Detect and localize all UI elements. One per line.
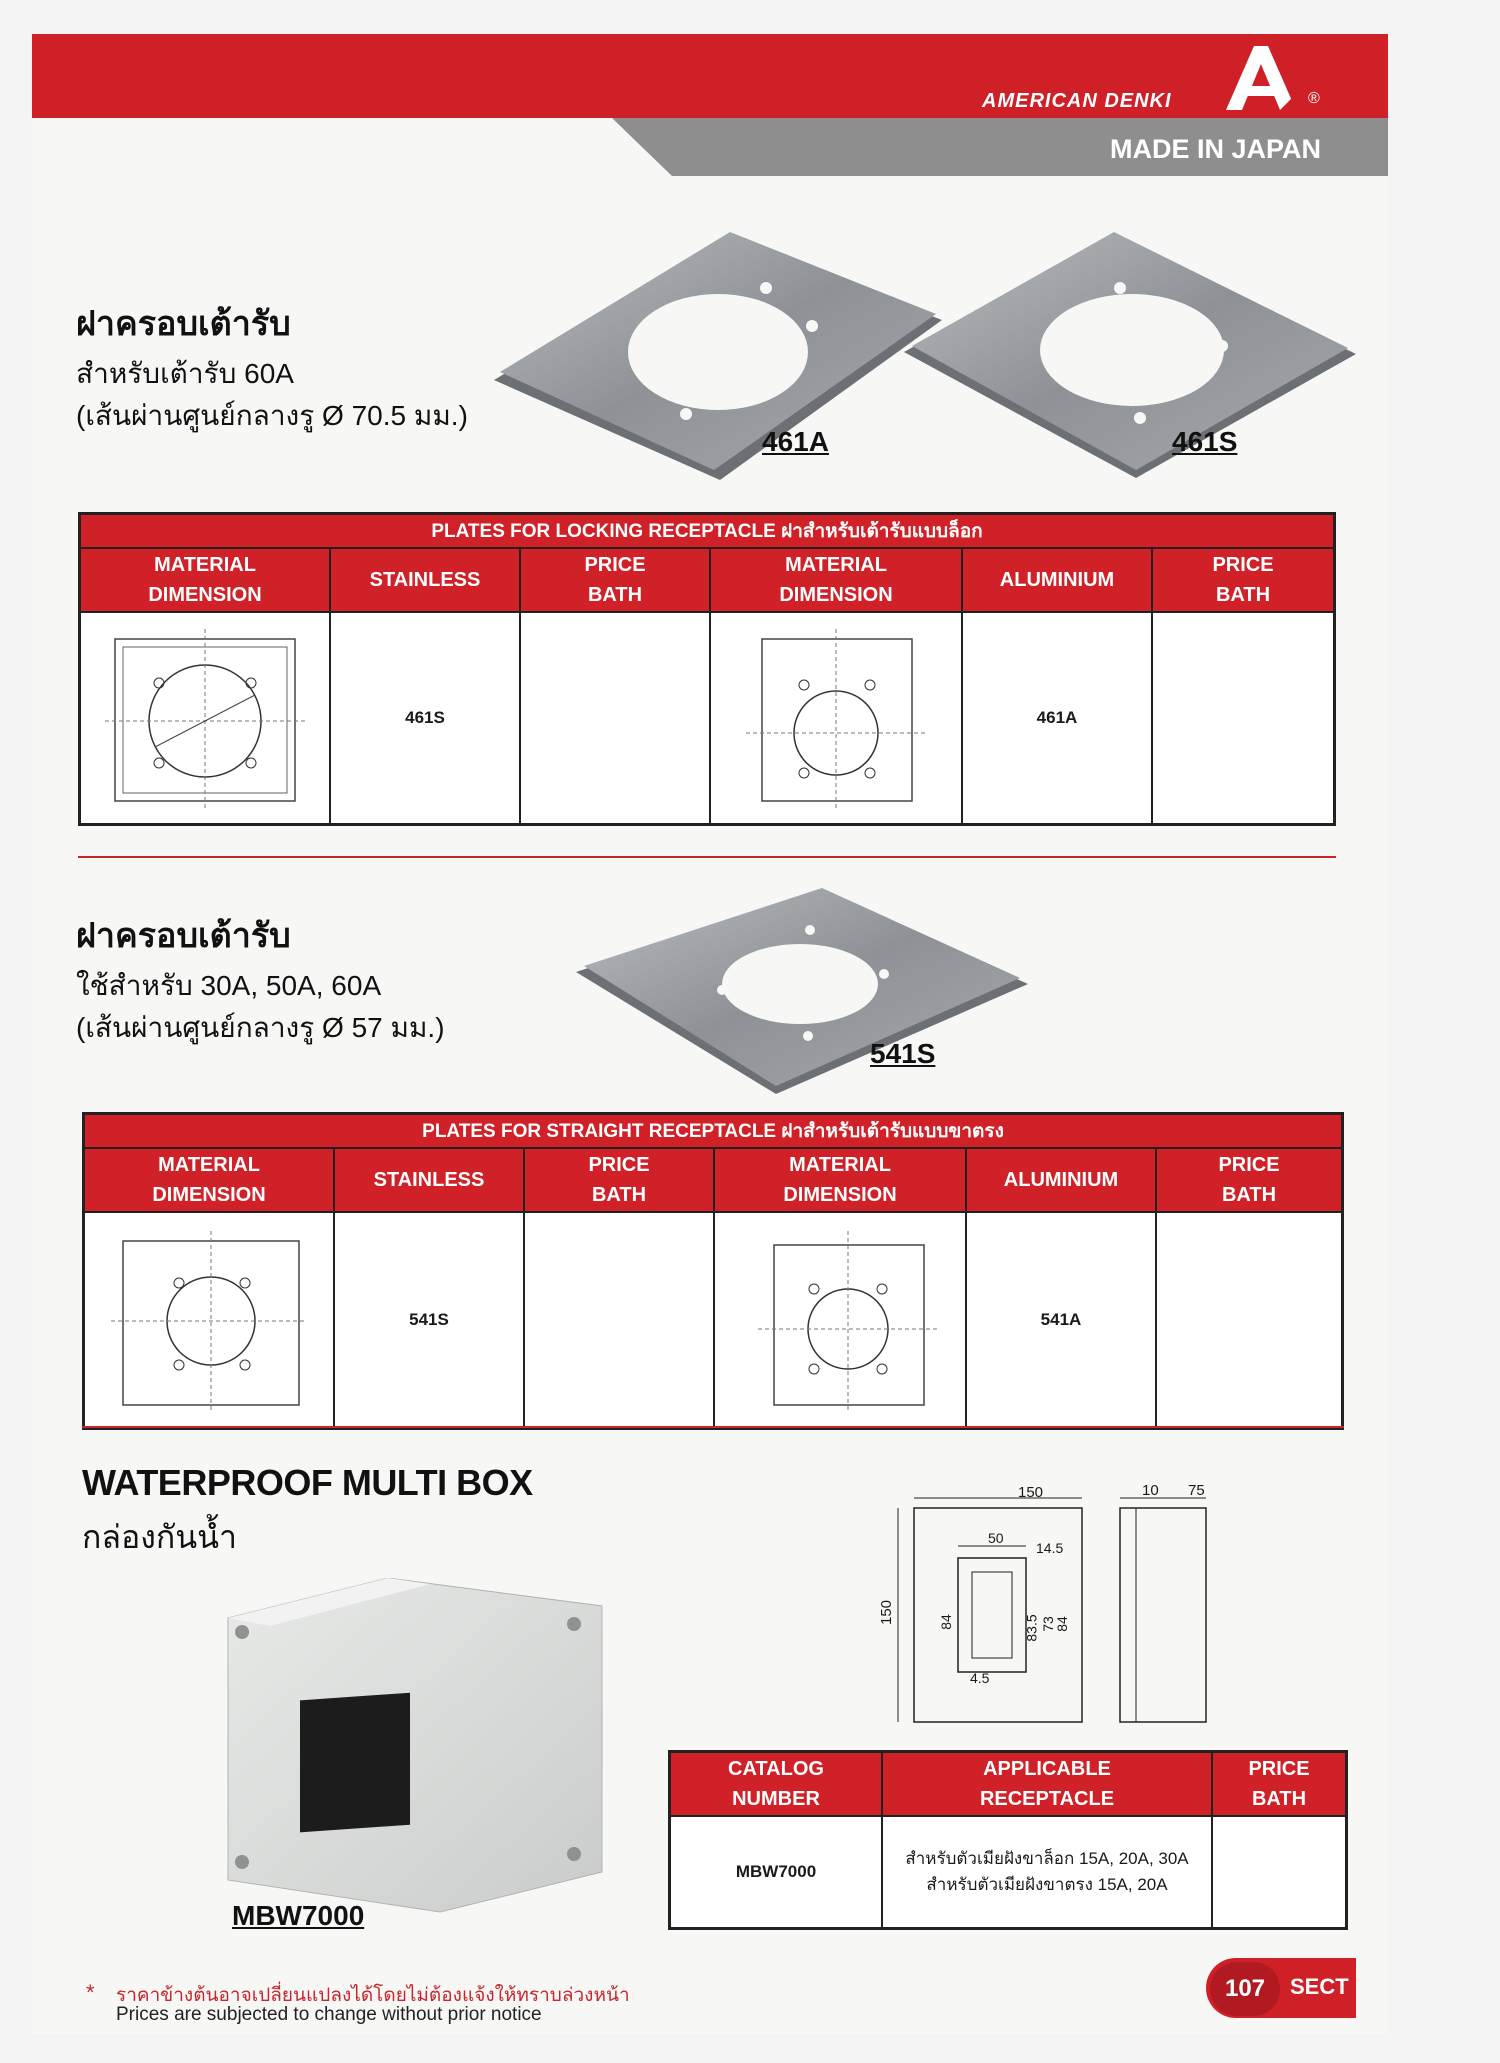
table1-header-price: PRICE BATH [521,549,711,613]
section3-subtitle: กล่องกันน้ำ [82,1519,237,1555]
dim-corner: 14.5 [1036,1540,1064,1556]
dim-inner-height-4: 84 [1053,1616,1070,1632]
table1-header-stainless: STAINLESS [331,549,521,613]
table1-stainless-code: 461S [331,613,521,823]
table2-stainless-code: 541S [335,1213,525,1427]
locking-plates-table [78,512,1336,826]
dim-height: 150 [878,1599,896,1626]
table1-header-aluminium: ALUMINIUM [963,549,1153,613]
table1-header-material: MATERIAL DIMENSION [81,549,331,613]
table2-header-price: PRICE BATH [525,1149,715,1213]
dimension-drawing-icon [730,1225,950,1415]
receptacle-line-2: สำหรับตัวเมียฝังขาตรง 15A, 20A [926,1875,1168,1894]
table2-aluminium-code: 541A [967,1213,1157,1427]
table2-price-cell-2 [1157,1213,1341,1427]
dim-depth: 75 [1188,1482,1205,1499]
table2-drawing-aluminium [715,1213,967,1427]
table3-header-price: PRICE BATH [1213,1753,1345,1817]
dimension-drawing-icon [726,623,946,813]
divider-1 [78,856,1336,858]
mbw7000-dimension-drawing [864,1480,1288,1742]
table3-receptacle-cell [883,1817,1213,1927]
section2-title: ฝาครอบเต้ารับ [76,917,291,955]
section2-line1: ใช้สำหรับ 30A, 50A, 60A [76,970,382,1001]
table2-drawing-stainless [85,1213,335,1427]
dimension-drawing-icon [99,1225,319,1415]
plate-461a-label: 461A [762,426,829,457]
table2-header-stainless: STAINLESS [335,1149,525,1213]
table1-drawing-aluminium [711,613,963,823]
mbw7000-label: MBW7000 [232,1900,365,1931]
dim-inner-width: 50 [988,1530,1004,1546]
dim-inner-height-3: 73 [1039,1616,1056,1632]
plate-461s-label: 461S [1172,426,1238,457]
catalog-page [32,34,1388,2034]
table2-header-price-2: PRICE BATH [1157,1149,1341,1213]
brand-name: AMERICAN DENKI [982,90,1172,112]
registered-mark: ® [1308,90,1320,107]
section2-line2: (เส้นผ่านศูนย์กลางรู Ø 57 มม.) [76,1012,445,1043]
plate-541s-image [572,888,1032,1098]
table2-price-cell [525,1213,715,1427]
receptacle-line-1: สำหรับตัวเมียฝังขาล็อก 15A, 20A, 30A [905,1849,1189,1868]
table3-header-receptacle: APPLICABLE RECEPTACLE [883,1753,1213,1817]
dimension-drawing-icon [95,623,315,813]
american-denki-logo-icon [1220,42,1302,114]
divider-2 [82,1426,1344,1428]
table1-aluminium-code: 461A [963,613,1153,823]
table2-header-material: MATERIAL DIMENSION [85,1149,335,1213]
header-bar [32,34,1388,118]
section-tab-label: SECT [1290,1974,1349,1999]
dim-corner-2: 4.5 [970,1670,990,1686]
table1-drawing-stainless [81,613,331,823]
plate-461a-image [490,230,950,492]
table2-header-material-2: MATERIAL DIMENSION [715,1149,967,1213]
dim-inner-height: 84 [937,1614,954,1630]
straight-plates-table [82,1112,1344,1430]
footnote-thai: ราคาข้างต้นอาจเปลี่ยนแปลงได้โดยไม่ต้องแจ้งให้ทราบล่วงหน้า [116,1985,630,2006]
footnote-star: * [86,1980,95,2005]
table1-header-price-2: PRICE BATH [1153,549,1333,613]
plate-541s-label: 541S [870,1038,936,1069]
page-number: 107 [1210,1962,1280,2016]
table1-header-material-2: MATERIAL DIMENSION [711,549,963,613]
table1-price-cell [521,613,711,823]
footnote-english: Prices are subjected to change without prior notice [116,2004,542,2025]
table3-header-catalog: CATALOG NUMBER [671,1753,883,1817]
table3-catalog-number: MBW7000 [671,1817,883,1927]
dim-gap: 10 [1142,1482,1159,1499]
table2-header-aluminium: ALUMINIUM [967,1149,1157,1213]
section3-title: WATERPROOF MULTI BOX [82,1462,533,1503]
table1-price-cell-2 [1153,613,1333,823]
dim-inner-height-2: 83.5 [1023,1614,1040,1642]
table3-price-cell [1213,1817,1345,1927]
mbw7000-box-image [220,1578,610,1914]
table2-title: PLATES FOR STRAIGHT RECEPTACLE ฝาสำหรับเต้ารับแบบขาตรง [85,1115,1341,1149]
section1-line1: สำหรับเต้ารับ 60A [76,358,294,389]
made-in-japan: MADE IN JAPAN [1110,134,1322,164]
multibox-table [668,1750,1348,1930]
dim-width: 150 [1018,1484,1044,1501]
table1-title: PLATES FOR LOCKING RECEPTACLE ฝาสำหรับเต้ารับแบบล็อก [81,515,1333,549]
plate-461s-image [900,232,1360,482]
section1-line2: (เส้นผ่านศูนย์กลางรู Ø 70.5 มม.) [76,400,468,431]
section1-title: ฝาครอบเต้ารับ [76,305,291,343]
